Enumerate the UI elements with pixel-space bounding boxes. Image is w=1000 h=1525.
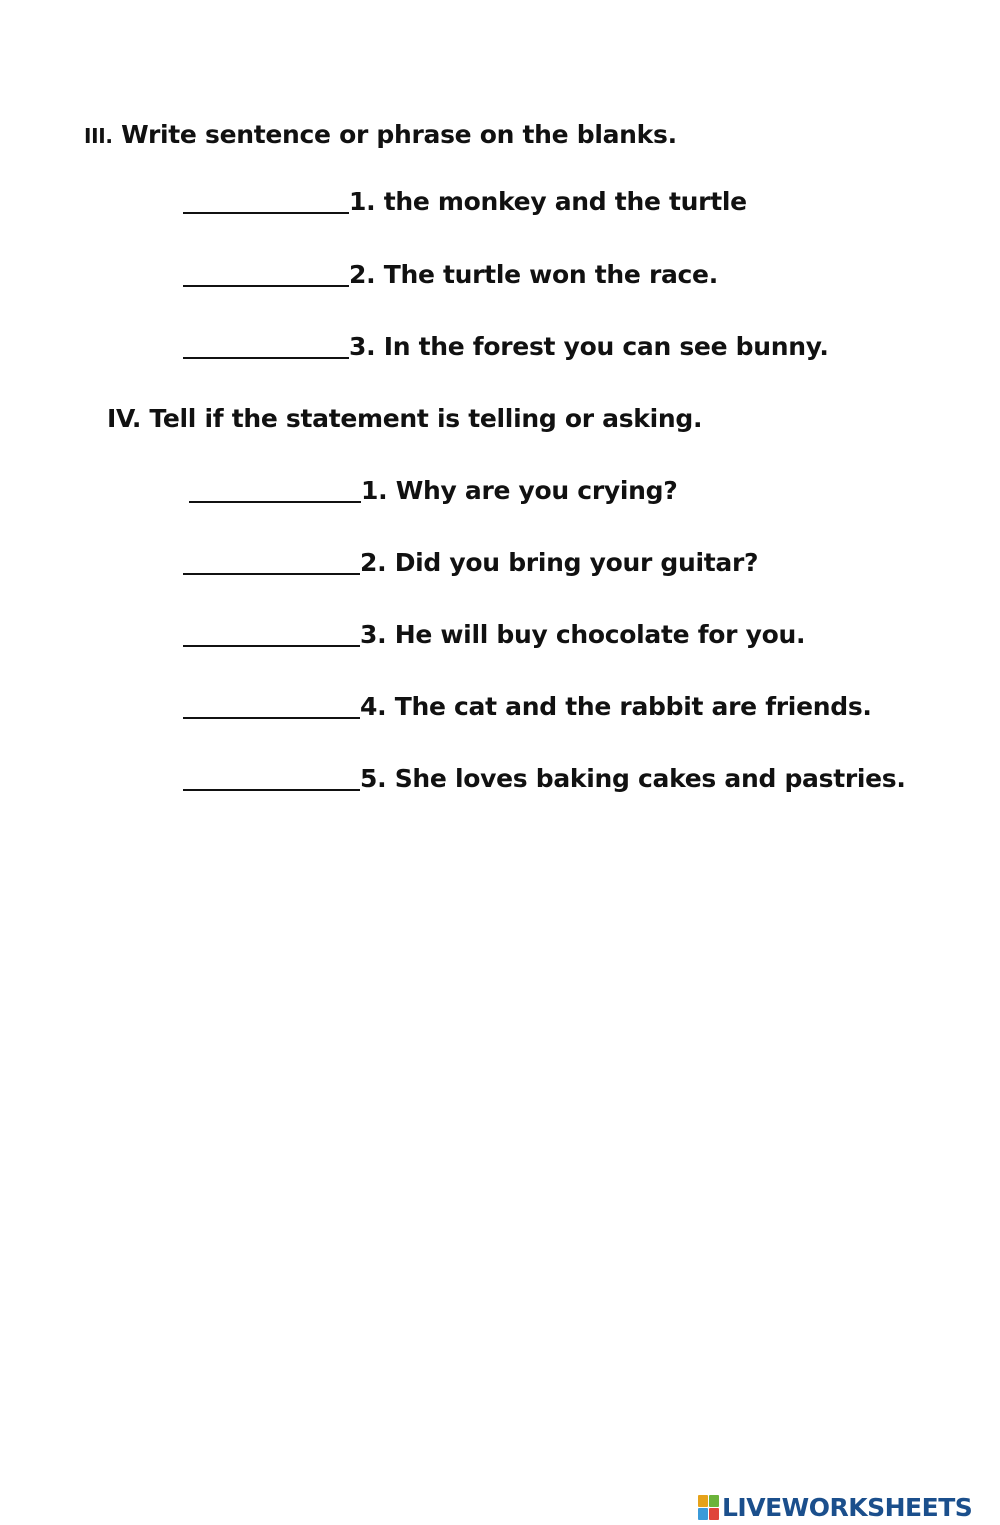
item-text: 3. In the forest you can see bunny. bbox=[349, 332, 829, 361]
item-text: 1. Why are you crying? bbox=[361, 476, 678, 505]
answer-blank[interactable] bbox=[189, 501, 361, 503]
section-4-item-5 bbox=[183, 764, 906, 794]
logo-tile bbox=[698, 1508, 708, 1520]
logo-tile bbox=[698, 1495, 708, 1507]
answer-blank[interactable] bbox=[183, 285, 349, 287]
liveworksheets-logo[interactable] bbox=[698, 1490, 972, 1524]
answer-blank[interactable] bbox=[183, 789, 360, 791]
section-4-heading bbox=[107, 404, 702, 434]
item-text: 2. The turtle won the race. bbox=[349, 260, 718, 289]
answer-blank[interactable] bbox=[183, 357, 349, 359]
section-4-item-1 bbox=[189, 476, 677, 506]
item-text: 5. She loves baking cakes and pastries. bbox=[360, 764, 906, 793]
item-text: 1. the monkey and the turtle bbox=[349, 187, 747, 216]
section-3-item-1 bbox=[183, 187, 747, 217]
section-3-heading bbox=[84, 120, 677, 151]
item-text: 2. Did you bring your guitar? bbox=[360, 548, 759, 577]
item-text: 4. The cat and the rabbit are friends. bbox=[360, 692, 872, 721]
section-3-title: Write sentence or phrase on the blanks. bbox=[121, 120, 677, 149]
section-3-numeral: III. bbox=[84, 124, 113, 148]
liveworksheets-logo-icon bbox=[698, 1495, 719, 1520]
section-3-item-3 bbox=[183, 332, 829, 362]
item-text: 3. He will buy chocolate for you. bbox=[360, 620, 806, 649]
logo-tile bbox=[709, 1495, 719, 1507]
section-3-item-2 bbox=[183, 260, 718, 290]
answer-blank[interactable] bbox=[183, 717, 360, 719]
logo-text: LIVEWORKSHEETS bbox=[722, 1492, 973, 1522]
section-4-item-3 bbox=[183, 620, 805, 650]
logo-tile bbox=[709, 1508, 719, 1520]
answer-blank[interactable] bbox=[183, 212, 349, 214]
answer-blank[interactable] bbox=[183, 573, 360, 575]
section-4-item-4 bbox=[183, 692, 872, 722]
answer-blank[interactable] bbox=[183, 645, 360, 647]
section-4-title: IV. Tell if the statement is telling or asking. bbox=[107, 404, 703, 433]
section-4-item-2 bbox=[183, 548, 758, 578]
